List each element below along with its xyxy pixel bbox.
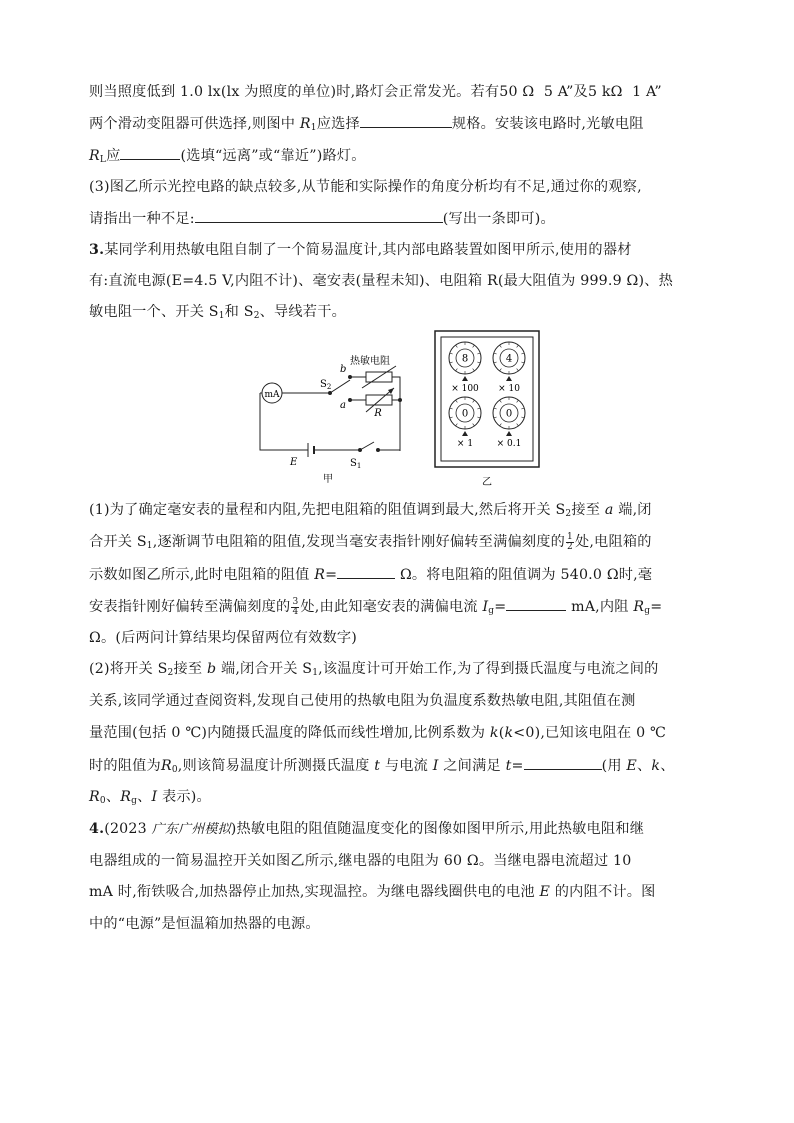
symbol: b — [206, 661, 217, 677]
thermistor-label: 热敏电阻 — [350, 356, 390, 367]
answer-blank[interactable] — [337, 564, 395, 579]
text-line — [89, 755, 709, 776]
text: 端,闭合开关 S — [220, 661, 313, 677]
dial-knob[interactable] — [493, 397, 525, 449]
dial-multiplier: × 0.1 — [496, 439, 522, 449]
text: (2023 — [104, 821, 147, 837]
text: 处,由此知毫安表的满偏电流 — [300, 599, 478, 615]
subscript: 2 — [253, 311, 260, 321]
dial-multiplier: × 10 — [498, 384, 520, 394]
text: 、 — [636, 758, 652, 774]
text-line — [89, 882, 709, 902]
text: 接至 — [173, 661, 203, 677]
question-4-line — [89, 819, 709, 840]
text: 与电流 — [384, 758, 429, 774]
dial-multiplier: × 100 — [451, 384, 479, 394]
text: (选填“远离”或“靠近”)路灯。 — [180, 148, 366, 164]
answer-blank[interactable] — [195, 208, 443, 223]
text: 应选择 — [316, 116, 360, 132]
subscript: 0 — [171, 765, 178, 775]
symbol: a — [604, 502, 614, 518]
text: ,则该简易温度计所测摄氏温度 — [177, 758, 370, 774]
text: 处,电阻箱的 — [574, 534, 652, 550]
terminal-a-label: a — [340, 400, 346, 411]
dial-digit: 0 — [461, 408, 469, 420]
switch-s2-label: $S_2$ — [320, 379, 332, 391]
question-3-line — [89, 240, 709, 260]
symbol: t — [505, 758, 512, 774]
subscript: g — [488, 606, 495, 616]
symbol: I — [482, 599, 489, 615]
question-source: 广东广州模拟 — [151, 822, 231, 837]
text: ,逐渐调节电阻箱的阻值,发现当毫安表指针刚好偏转至满偏刻度的 — [152, 534, 566, 550]
fraction: $\frac{1}{2}$ — [567, 531, 573, 552]
text: <0),已知该电阻在 0 ℃ — [513, 725, 667, 741]
text: (2)将开关 S — [89, 661, 168, 677]
symbol: R — [633, 599, 645, 615]
text-line — [89, 302, 709, 322]
dial-digit: 4 — [505, 353, 513, 365]
text: 则当照度低到 1.0 lx(lx 为照度的单位)时,路灯会正常发光。若有50 Ω — [89, 84, 535, 100]
symbol: R — [299, 116, 311, 132]
symbol: E — [539, 884, 551, 900]
resistance-box — [433, 330, 543, 490]
text: = — [511, 758, 524, 774]
text-line — [89, 82, 709, 102]
symbol: k — [651, 758, 661, 774]
symbol: I — [151, 789, 158, 805]
answer-blank[interactable] — [360, 113, 452, 128]
milliammeter-label: mA — [264, 390, 280, 400]
text: 1 A” — [632, 84, 662, 100]
subscript: 0 — [99, 796, 106, 806]
symbol: R — [120, 789, 132, 805]
text: 的内阻不计。图 — [554, 884, 656, 900]
circuit-diagram — [250, 350, 420, 485]
text: Ω。将电阻箱的阻值调为 540.0 Ω时,毫 — [399, 567, 653, 583]
text-line — [89, 113, 709, 134]
text-line — [89, 596, 709, 617]
symbol: E — [626, 758, 637, 774]
subscript: g — [644, 606, 651, 616]
symbol: R — [89, 148, 100, 164]
text-line — [89, 659, 709, 679]
symbol: k — [504, 725, 514, 741]
text: 、 — [105, 789, 121, 805]
text-line — [89, 564, 709, 585]
text: 两个滑动变阻器可供选择,则图中 — [89, 116, 296, 132]
text: 、导线若干。 — [259, 304, 346, 320]
text: (写出一条即可)。 — [442, 211, 555, 227]
answer-blank[interactable] — [120, 145, 180, 160]
text: 、 — [660, 758, 675, 774]
question-number: 3. — [89, 242, 105, 258]
text: 量范围(包括 0 ℃)内随摄氏温度的降低而线性增加,比例系数为 — [89, 725, 486, 741]
text-line — [89, 787, 709, 807]
text-line — [89, 628, 709, 648]
terminal-b-label: b — [340, 364, 347, 375]
subscript: 2 — [565, 509, 572, 519]
resistor-r-label: R — [374, 408, 382, 419]
symbol: R — [89, 789, 100, 805]
text: (用 — [601, 758, 622, 774]
subscript: 1 — [146, 541, 153, 551]
dial-digit: 0 — [505, 408, 513, 420]
subscript: 2 — [167, 668, 174, 678]
dial-knob[interactable] — [449, 342, 481, 394]
text: 有:直流电源(E=4.5 V,内阻不计)、毫安表(量程未知)、电阻箱 R(最大阻值为 999.9 Ω)、热 — [89, 273, 674, 289]
text: 表示)。 — [162, 789, 211, 805]
text: 应 — [106, 148, 121, 164]
text: Ω。(后两问计算结果均保留两位有效数字) — [89, 630, 358, 646]
switch-s1-label: $S_1$ — [350, 458, 362, 470]
text-line — [89, 145, 709, 166]
text-line — [89, 691, 709, 711]
battery-label: E — [290, 457, 298, 468]
figure-caption-yi: 乙 — [482, 477, 492, 488]
subscript: 1 — [310, 123, 317, 133]
symbol: t — [374, 758, 381, 774]
text: mA 时,衔铁吸合,加热器停止加热,实现温控。为继电器线圈供电的电池 — [89, 884, 535, 900]
subscript: g — [131, 796, 138, 806]
text: 之间满足 — [443, 758, 501, 774]
subscript: 1 — [312, 668, 319, 678]
text: 5 A”及5 kΩ — [543, 84, 623, 100]
text: 规格。安装该电路时,光敏电阻 — [451, 116, 644, 132]
text: 安表指针刚好偏转至满偏刻度的 — [89, 599, 291, 615]
text: 端,闭 — [618, 502, 652, 518]
dial-multiplier: × 1 — [456, 439, 474, 449]
question-number: 4. — [89, 821, 105, 837]
text-line — [89, 500, 709, 520]
text: 某同学利用热敏电阻自制了一个简易温度计,其内部电路装置如图甲所示,使用的器材 — [104, 242, 632, 258]
text: ( — [498, 725, 505, 741]
text: 和 S — [224, 304, 254, 320]
symbol: I — [432, 758, 439, 774]
text: 、 — [137, 789, 152, 805]
subscript: 1 — [218, 311, 225, 321]
answer-blank[interactable] — [524, 755, 602, 770]
symbol: R — [314, 567, 326, 583]
text: mA,内阻 — [571, 599, 629, 615]
text-line — [89, 532, 709, 552]
text: 合开关 S — [89, 534, 147, 550]
text: 中的“电源”是恒温箱加热器的电源。 — [89, 916, 320, 932]
text: 请指出一种不足: — [89, 211, 195, 227]
fraction: $\frac{3}{4}$ — [292, 596, 299, 617]
answer-blank[interactable] — [506, 596, 566, 611]
text: = — [494, 599, 507, 615]
text-line — [89, 177, 709, 197]
figure-caption-jia: 甲 — [323, 474, 333, 485]
text: ,该温度计可开始工作,为了得到摄氏温度与电流之间的 — [318, 661, 659, 677]
text: )热敏电阻的阻值随温度变化的图像如图甲所示,用此热敏电阻和继 — [230, 821, 645, 837]
text: 电器组成的一简易温控开关如图乙所示,继电器的电阻为 60 Ω。当继电器电流超过 10 — [89, 853, 632, 869]
text: (3)图乙所示光控电路的缺点较多,从节能和实际操作的角度分析均有不足,通过你的观察, — [89, 179, 642, 195]
text: 关系,该同学通过查阅资料,发现自己使用的热敏电阻为负温度系数热敏电阻,其阻值在测 — [89, 693, 636, 709]
text-line — [89, 914, 709, 934]
symbol: R — [160, 758, 172, 774]
symbol: k — [489, 725, 499, 741]
text-line — [89, 723, 709, 743]
text: 敏电阻一个、开关 S — [89, 304, 219, 320]
subscript: L — [99, 155, 107, 165]
text: = — [650, 599, 663, 615]
text-line — [89, 851, 709, 871]
text: (1)为了确定毫安表的量程和内阻,先把电阻箱的阻值调到最大,然后将开关 S — [89, 502, 566, 518]
dial-digit: 8 — [461, 353, 469, 365]
text-line — [89, 208, 709, 229]
text: 示数如图乙所示,此时电阻箱的阻值 — [89, 567, 310, 583]
text-line — [89, 271, 709, 291]
text: = — [325, 567, 338, 583]
text: 时的阻值为 — [89, 758, 161, 774]
text: 接至 — [571, 502, 601, 518]
